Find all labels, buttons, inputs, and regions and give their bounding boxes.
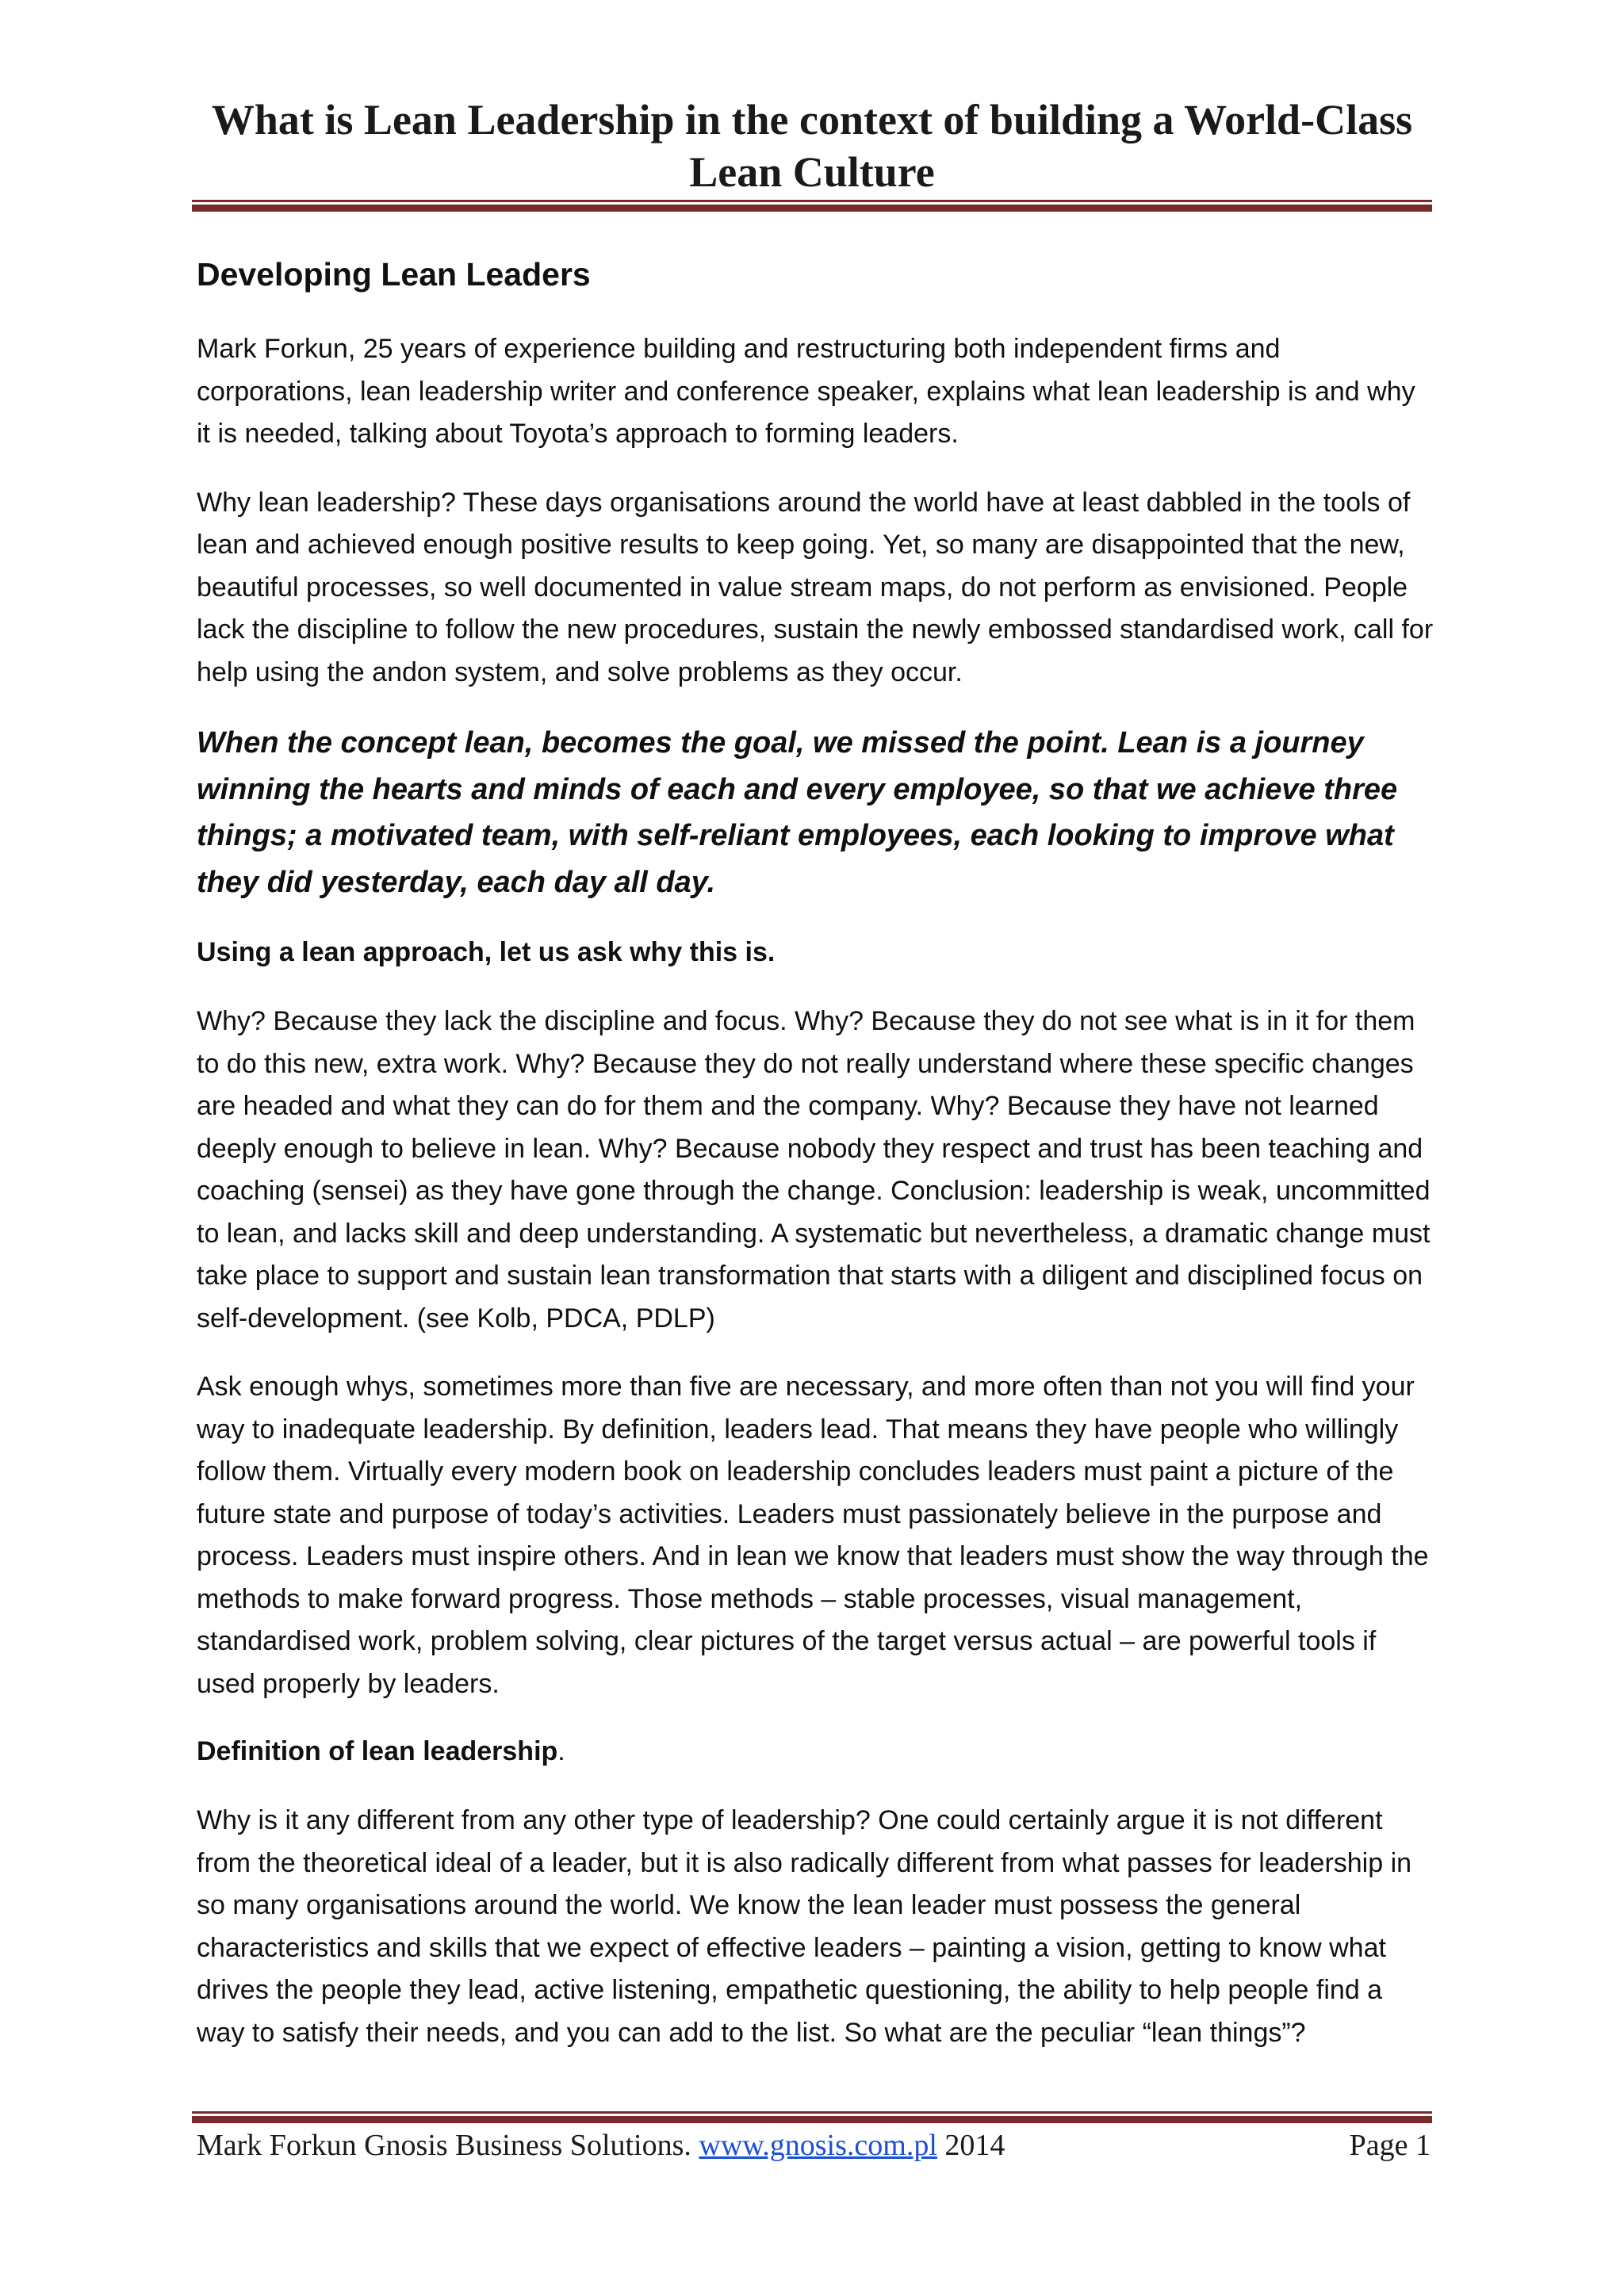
header-divider: [192, 200, 1432, 212]
document-body: [197, 252, 1434, 2080]
intro-paragraph: Mark Forkun, 25 years of experience building and restructuring both independent firms and corporations, lean leadership writer and conference speaker, explains what lean leadership is and why it is needed, talking about Toyota’s approach to forming leaders.: [197, 334, 1415, 449]
page-number: Page 1: [1349, 2129, 1431, 2162]
footer-year: 2014: [944, 2129, 1005, 2162]
different-paragraph: Why is it any different from any other type of leadership? One could certainly argue it is not different from the theoretical ideal of a leader, but it is also radically different from what passes for leadership in so many organisations around the world. We know the lean leader must possess the general characteristics and skills that we expect of effective leaders – painting a vision, getting to know what drives the people they lead, active listening, empathetic questioning, the ability to help people find a way to satisfy their needs, and you can add to the list. So what are the peculiar “lean things”?: [197, 1805, 1412, 2048]
five-whys-paragraph: Why? Because they lack the discipline and focus. Why? Because they do not see what is in it for them to do this new, extra work. Why? Because they do not really understand where these specific changes are headed and what they can do for them and the company. Why? Because they have not learned deeply enough to believe in lean. Why? Because nobody they respect and trust has been teaching and coaching (sensei) as they have gone through the change. Conclusion: leadership is weak, uncommitted to lean, and lacks skill and deep understanding. A systematic but nevertheless, a dramatic change must take place to support and sustain lean transformation that starts with a diligent and disciplined focus on self-development. (see Kolb, PDCA, PDLP): [197, 1006, 1431, 1334]
definition-subheading-period: .: [557, 1736, 565, 1766]
why-lean-paragraph: Why lean leadership? These days organisations around the world have at least dabbled in the tools of lean and achieved enough positive results to keep going. Yet, so many are disappointed that the new, beautiful processes, so well documented in value stream maps, do not perform as envisioned. People lack the discipline to follow the new procedures, sustain the newly embossed standardised work, call for help using the andon system, and solve problems as they occur.: [197, 487, 1434, 687]
definition-subheading: [197, 1732, 1434, 1771]
ask-whys-paragraph: Ask enough whys, sometimes more than five are necessary, and more often than not you will find your way to inadequate leadership. By definition, leaders lead. That means they have people who willingly follow them. Virtually every modern book on leadership concludes leaders must paint a picture of the future state and purpose of today’s activities. Leaders must passionately believe in the purpose and process. Leaders must inspire others. And in lean we know that leaders must show the way through the methods to make forward progress. Those methods – stable processes, visual management, standardised work, problem solving, clear pictures of the target versus actual – are powerful tools if used properly by leaders.: [197, 1372, 1429, 1699]
pull-quote: When the concept lean, becomes the goal, we missed the point. Lean is a journey winning the hearts and minds of each and every employee, so that we achieve three things; a motivated team, with self-reliant employees, each looking to improve what they did yesterday, each day all day.: [197, 726, 1398, 899]
page-title-line-2: Lean Culture: [689, 148, 935, 196]
page-title-line-1: What is Lean Leadership in the context of building a World-Class: [211, 96, 1413, 144]
footer-author: Mark Forkun Gnosis Business Solutions.: [197, 2129, 691, 2162]
definition-subheading-text: Definition of lean leadership: [197, 1736, 558, 1766]
footer-divider: [192, 2111, 1432, 2123]
footer-credit: [197, 2126, 1005, 2164]
section-heading: Developing Lean Leaders: [197, 256, 591, 293]
page-title: [190, 94, 1434, 198]
approach-subheading: Using a lean approach, let us ask why this is.: [197, 937, 776, 967]
footer-website-link[interactable]: www.gnosis.com.pl: [699, 2129, 937, 2162]
